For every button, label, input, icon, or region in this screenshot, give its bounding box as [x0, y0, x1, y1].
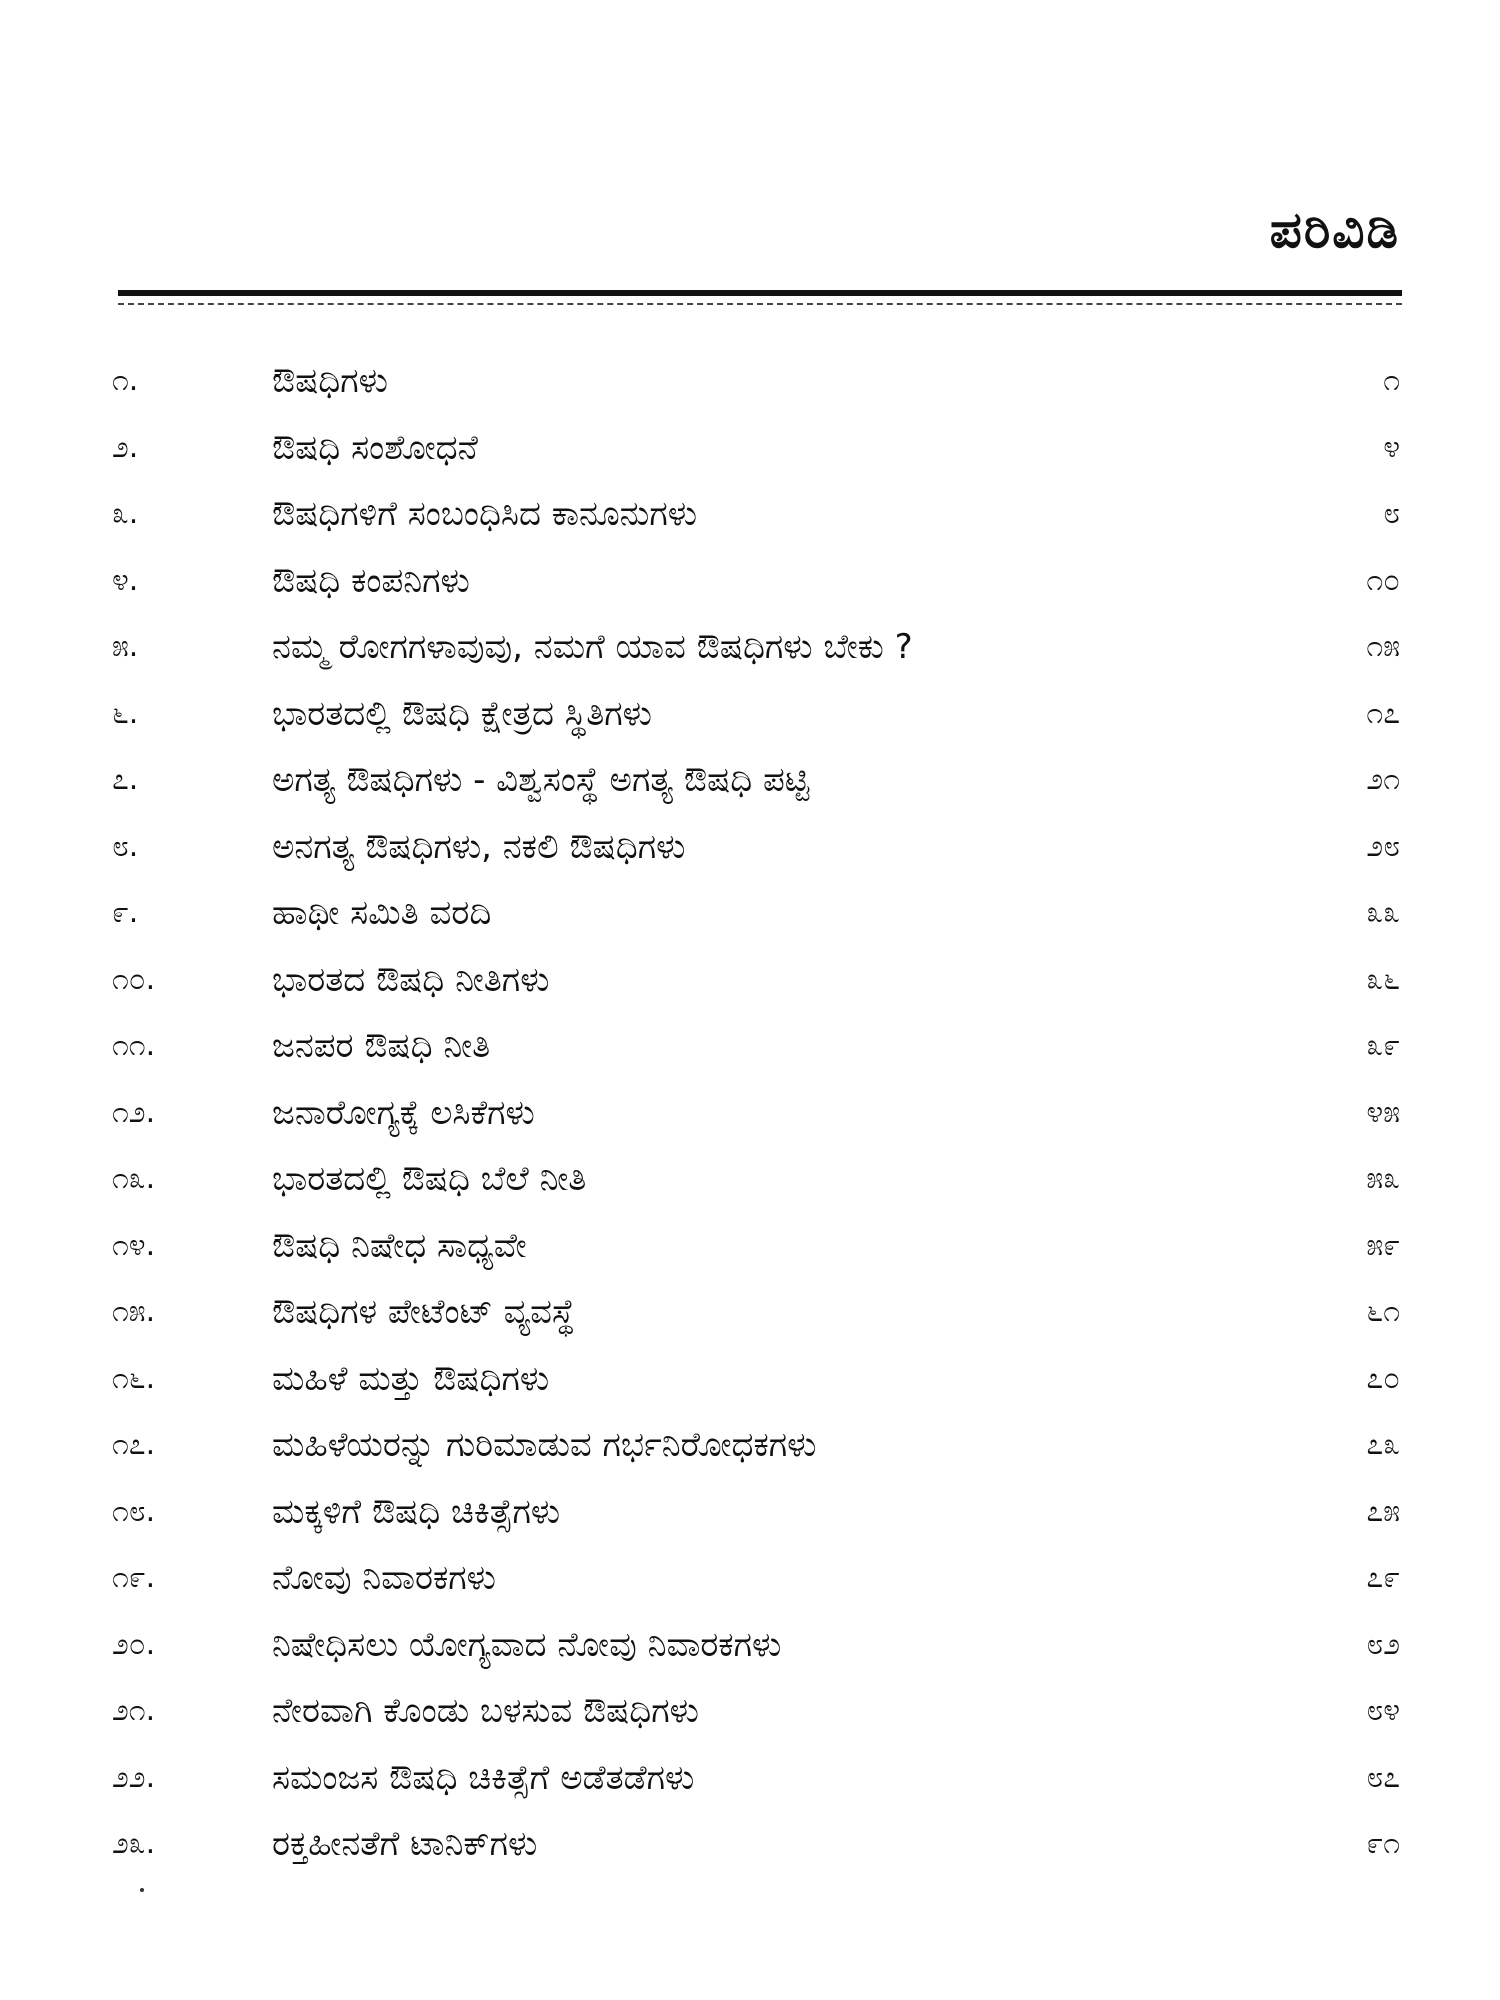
toc-entry-page-number: ೨೮: [1366, 828, 1400, 864]
toc-entry-page-number: ೮: [1383, 496, 1400, 531]
toc-entry-number: ೧೮.: [112, 1493, 156, 1529]
toc-entry-number: ೭.: [112, 762, 139, 797]
toc-entry-page-number: ೩೩: [1366, 895, 1400, 930]
toc-entry-title: ಜನಾರೋಗ್ಯಕ್ಕೆ ಲಸಿಕೆಗಳು: [272, 1092, 535, 1133]
toc-entry-page-number: ೭೯: [1366, 1560, 1400, 1595]
toc-entry: [0, 1286, 1500, 1353]
toc-entry: [0, 1087, 1500, 1154]
toc-entry-number: ೬.: [112, 695, 139, 731]
toc-entry-page-number: ೪: [1383, 429, 1400, 465]
toc-entry: [0, 1619, 1500, 1686]
toc-entry-page-number: ೯೧: [1366, 1826, 1400, 1861]
toc-entry-number: ೧.: [112, 363, 139, 398]
toc-entry-title: ಸಮಂಜಸ ಔಷಧಿ ಚಿಕಿತ್ಸೆಗೆ ಅಡೆತಡೆಗಳು: [272, 1757, 695, 1798]
toc-entry-page-number: ೩೬: [1366, 961, 1400, 997]
toc-entry-page-number: ೭೫: [1366, 1493, 1400, 1529]
toc-entry-number: ೧೪.: [112, 1227, 156, 1263]
toc-entry-number: ೨೩.: [112, 1826, 156, 1861]
toc-entry-page-number: ೫೩: [1366, 1161, 1400, 1196]
toc-entry-page-number: ೧: [1383, 363, 1400, 398]
toc-entry-title: ಭಾರತದಲ್ಲಿ ಔಷಧಿ ಬೆಲೆ ನೀತಿ: [272, 1159, 587, 1199]
toc-entry-number: ೧೬.: [112, 1360, 156, 1396]
toc-entry: [0, 422, 1500, 489]
toc-entry-page-number: ೧೭: [1366, 695, 1400, 731]
toc-entry-page-number: ೮೭: [1366, 1759, 1400, 1795]
toc-entry-title: ಅಗತ್ಯ ಔಷಧಿಗಳು - ವಿಶ್ವಸಂಸ್ಥೆ ಅಗತ್ಯ ಔಷಧಿ ಪಟ್ಟಿ: [272, 760, 810, 800]
toc-entry-number: ೮.: [112, 828, 139, 864]
toc-entry-title: ಭಾರತದಲ್ಲಿ ಔಷಧಿ ಕ್ಷೇತ್ರದ ಸ್ಥಿತಿಗಳು: [272, 693, 652, 734]
toc-entry-number: ೧೨.: [112, 1094, 156, 1130]
toc-entry-number: ೧೫.: [112, 1294, 156, 1329]
toc-entry-title: ನಮ್ಮ ರೋಗಗಳಾವುವು, ನಮಗೆ ಯಾವ ಔಷಧಿಗಳು ಬೇಕು ?: [272, 627, 913, 667]
header-divider-thick: [118, 290, 1402, 296]
toc-entry: [0, 887, 1500, 954]
toc-entry-title: ಭಾರತದ ಔಷಧಿ ನೀತಿಗಳು: [272, 959, 550, 1000]
toc-entry-number: ೧೩.: [112, 1161, 156, 1196]
toc-entry: [0, 1353, 1500, 1420]
toc-entry-page-number: ೨೧: [1366, 762, 1400, 797]
toc-entry-number: ೯.: [112, 895, 139, 930]
scan-speck: [140, 1888, 144, 1892]
toc-entry-number: ೧೦.: [112, 961, 156, 997]
toc-entry-page-number: ೧೦: [1366, 562, 1400, 598]
toc-entry: [0, 954, 1500, 1021]
toc-entry-title: ಔಷಧಿಗಳ ಪೇಟೆಂಟ್ ವ್ಯವಸ್ಥೆ: [272, 1292, 575, 1332]
toc-entry-title: ಔಷಧಿ ಕಂಪನಿಗಳು: [272, 560, 470, 601]
toc-entry-page-number: ೬೧: [1366, 1294, 1400, 1329]
toc-entry-title: ಔಷಧಿ ಸಂಶೋಧನೆ: [272, 427, 478, 468]
toc-entry-number: ೧೭.: [112, 1427, 156, 1462]
toc-entry-page-number: ೪೫: [1366, 1094, 1400, 1130]
toc-entry-title: ನಿಷೇಧಿಸಲು ಯೋಗ್ಯವಾದ ನೋವು ನಿವಾರಕಗಳು: [272, 1624, 782, 1665]
toc-entry-title: ಔಷಧಿಗಳು: [272, 361, 388, 401]
toc-entry-number: ೨೨.: [112, 1759, 156, 1795]
toc-entry: [0, 1153, 1500, 1220]
toc-entry-number: ೨೦.: [112, 1626, 156, 1662]
toc-entry-number: ೧೯.: [112, 1560, 156, 1595]
toc-entry-page-number: ೮೨: [1366, 1626, 1400, 1662]
toc-entry-page-number: ೫೯: [1366, 1227, 1400, 1263]
toc-entry-number: ೩.: [112, 496, 139, 531]
toc-entry-number: ೧೧.: [112, 1028, 156, 1063]
toc-entry-title: ನೋವು ನಿವಾರಕಗಳು: [272, 1558, 496, 1598]
toc-entry-title: ಮಕ್ಕಳಿಗೆ ಔಷಧಿ ಚಿಕಿತ್ಸೆಗಳು: [272, 1491, 561, 1532]
toc-entry-title: ಹಾಥೀ ಸಮಿತಿ ವರದಿ: [272, 893, 492, 933]
toc-entry: [0, 688, 1500, 755]
toc-entry-page-number: ೭೩: [1366, 1427, 1400, 1462]
toc-entry-title: ಮಹಿಳೆಯರನ್ನು ಗುರಿಮಾಡುವ ಗರ್ಭನಿರೋಧಕಗಳು: [272, 1425, 817, 1465]
toc-entry: [0, 355, 1500, 422]
toc-entry: [0, 488, 1500, 555]
toc-entry: [0, 555, 1500, 622]
toc-entry: [0, 621, 1500, 688]
toc-entry: [0, 1220, 1500, 1287]
toc-entry-page-number: ೩೯: [1366, 1028, 1400, 1063]
toc-entry: [0, 1685, 1500, 1752]
toc-entry-title: ರಕ್ತಹೀನತೆಗೆ ಟಾನಿಕ್‌ಗಳು: [272, 1824, 538, 1864]
toc-entry: [0, 1818, 1500, 1885]
toc-entry-page-number: ೮೪: [1366, 1693, 1400, 1728]
toc-entry: [0, 1752, 1500, 1819]
toc-entry: [0, 1020, 1500, 1087]
toc-entry-title: ಅನಗತ್ಯ ಔಷಧಿಗಳು, ನಕಲಿ ಔಷಧಿಗಳು: [272, 826, 686, 867]
toc-entry: [0, 821, 1500, 888]
toc-entry-title: ಔಷಧಿಗಳಿಗೆ ಸಂಬಂಧಿಸಿದ ಕಾನೂನುಗಳು: [272, 494, 698, 534]
toc-entry-title: ನೇರವಾಗಿ ಕೊಂಡು ಬಳಸುವ ಔಷಧಿಗಳು: [272, 1691, 699, 1731]
toc-entry-title: ಮಹಿಳೆ ಮತ್ತು ಔಷಧಿಗಳು: [272, 1358, 550, 1399]
header-divider-thin: [118, 303, 1402, 305]
toc-entry: [0, 1486, 1500, 1553]
toc-entry-page-number: ೧೫: [1366, 629, 1400, 664]
table-of-contents: [0, 355, 1500, 1885]
toc-entry-number: ೨.: [112, 429, 139, 465]
toc-entry: [0, 1552, 1500, 1619]
page-title: ಪರಿವಿಡಿ: [1269, 201, 1400, 259]
toc-entry: [0, 1419, 1500, 1486]
toc-entry-title: ಔಷಧಿ ನಿಷೇಧ ಸಾಧ್ಯವೇ: [272, 1225, 527, 1266]
toc-entry: [0, 754, 1500, 821]
toc-entry-number: ೨೧.: [112, 1693, 156, 1728]
toc-entry-number: ೫.: [112, 629, 139, 664]
toc-entry-title: ಜನಪರ ಔಷಧಿ ನೀತಿ: [272, 1026, 491, 1066]
toc-entry-page-number: ೭೦: [1366, 1360, 1400, 1396]
toc-entry-number: ೪.: [112, 562, 139, 598]
